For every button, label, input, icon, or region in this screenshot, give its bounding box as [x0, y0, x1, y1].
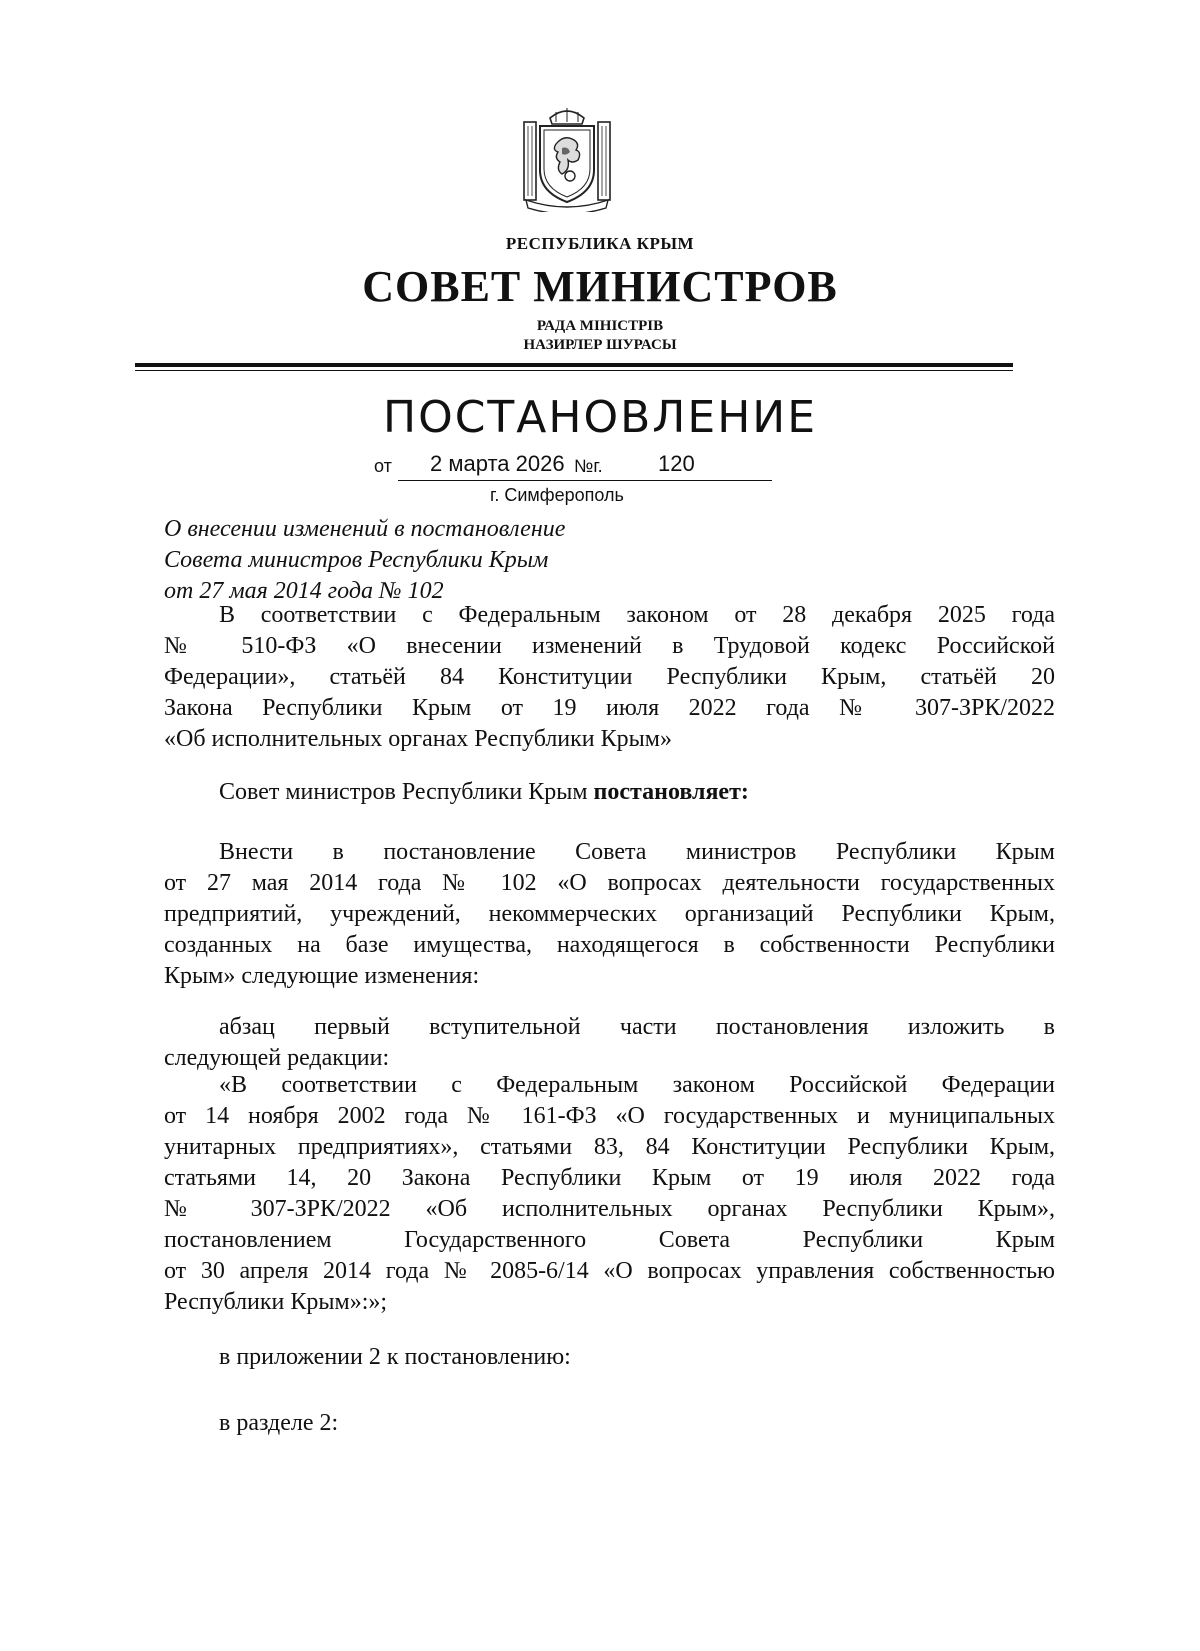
- subject-line: О внесении изменений в постановление: [164, 516, 566, 542]
- council-name-ukrainian: РАДА МІНІСТРІВ: [536, 318, 664, 334]
- resolution-statement: [164, 777, 1055, 808]
- paragraph-line: № 510-ФЗ «О внесении изменений в Трудовой кодекс Российской: [164, 633, 1055, 659]
- subject-line: от 27 мая 2014 года № 102: [164, 578, 444, 604]
- resolution-verb: постановляет:: [593, 779, 749, 805]
- paragraph-line: постановлением Государственного Совета Республики Крым: [164, 1227, 1055, 1253]
- document-subject: [164, 514, 565, 607]
- date-number-underline: [398, 480, 772, 481]
- subject-line: Совета министров Республики Крым: [164, 547, 549, 573]
- paragraph-line: Внести в постановление Совета министров Республики Крым: [219, 839, 1055, 865]
- crimea-coat-of-arms-icon: [520, 104, 614, 212]
- document-date: 2 марта 2026: [430, 451, 565, 476]
- council-name-crimean-tatar: НАЗИРЛЕР ШУРАСЫ: [523, 337, 677, 353]
- date-year-suffix: №г.: [574, 456, 603, 476]
- paragraph-line: Закона Республики Крым от 19 июля 2022 года № 307-ЗРК/2022: [164, 695, 1055, 721]
- paragraph-line: «В соответствии с Федеральным законом Российской Федерации: [219, 1072, 1055, 1098]
- appendix-reference: в приложении 2 к постановлению:: [219, 1344, 571, 1370]
- new-wording-paragraph: [164, 1070, 1055, 1318]
- paragraph-line: статьями 14, 20 Закона Республики Крым от 19 июля 2022 года: [164, 1165, 1055, 1191]
- paragraph-line: от 27 мая 2014 года № 102 «О вопросах деятельности государственных: [164, 870, 1055, 896]
- amendment-paragraph: [164, 837, 1055, 992]
- paragraph-line: от 30 апреля 2014 года № 2085-6/14 «О вопросах управления собственностью: [164, 1258, 1055, 1284]
- document-type-title: ПОСТАНОВЛЕНИЕ: [382, 392, 817, 443]
- paragraph-line: следующей редакции:: [164, 1045, 390, 1071]
- paragraph-line: предприятий, учреждений, некоммерческих организаций Республики Крым,: [164, 901, 1055, 927]
- header-divider-thin: [135, 370, 1013, 371]
- header-divider-thick: [135, 363, 1013, 367]
- paragraph-line: В соответствии с Федеральным законом от 28 декабря 2025 года: [219, 602, 1055, 628]
- republic-name: РЕСПУБЛИКА КРЫМ: [505, 234, 695, 253]
- council-name: СОВЕТ МИНИСТРОВ: [362, 262, 838, 311]
- resolution-subject: Совет министров Республики Крым: [219, 779, 594, 805]
- paragraph-line: абзац первый вступительной части постановления изложить в: [219, 1014, 1055, 1040]
- paragraph-line: от 14 ноября 2002 года № 161-ФЗ «О государственных и муниципальных: [164, 1103, 1055, 1129]
- preamble-paragraph: [164, 600, 1055, 755]
- document-number: 120: [658, 451, 695, 476]
- paragraph-line: Федерации», статьёй 84 Конституции Республики Крым, статьёй 20: [164, 664, 1055, 690]
- change-instruction-paragraph: [164, 1012, 1055, 1074]
- paragraph-line: унитарных предприятиях», статьями 83, 84 Конституции Республики Крым,: [164, 1134, 1055, 1160]
- date-prefix: от: [374, 456, 392, 476]
- section-reference: в разделе 2:: [219, 1410, 339, 1436]
- paragraph-line: созданных на базе имущества, находящегося в собственности Республики: [164, 932, 1055, 958]
- paragraph-line: «Об исполнительных органах Республики Крым»: [164, 726, 672, 752]
- paragraph-line: Крым» следующие изменения:: [164, 963, 480, 989]
- paragraph-line: № 307-ЗРК/2022 «Об исполнительных органах Республики Крым»,: [164, 1196, 1055, 1222]
- document-city: г. Симферополь: [490, 485, 624, 505]
- paragraph-line: Республики Крым»:»;: [164, 1289, 388, 1315]
